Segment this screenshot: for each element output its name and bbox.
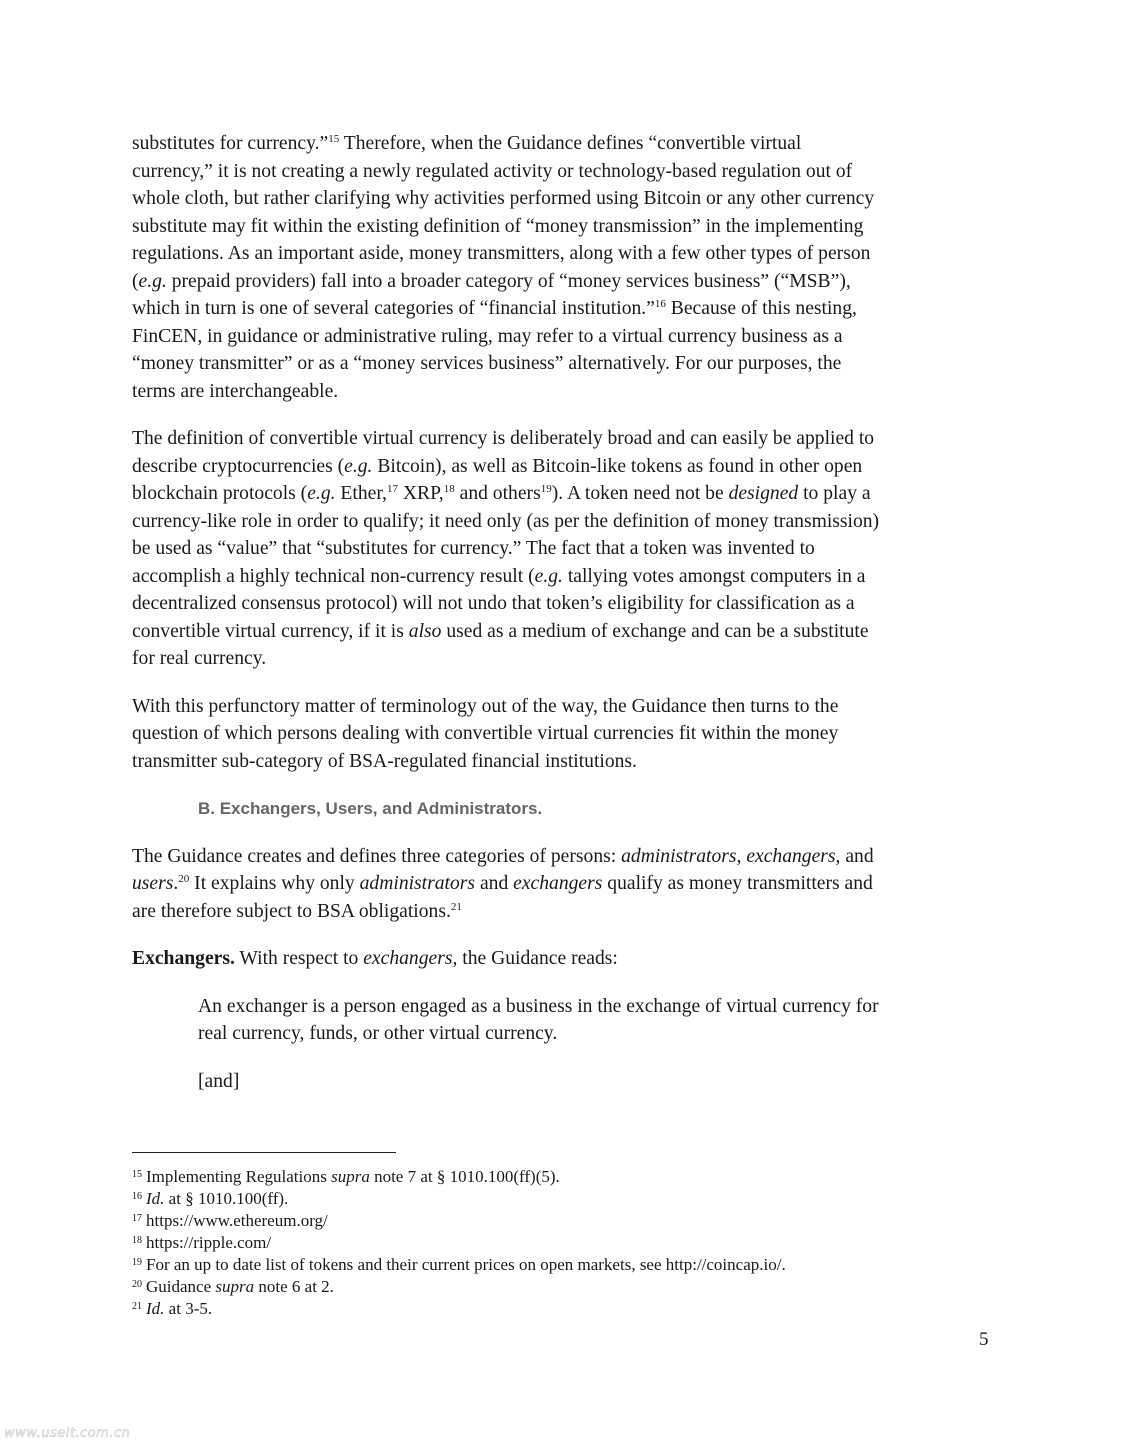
text-line <box>132 1298 786 1320</box>
text-line <box>132 378 1002 406</box>
text-run: substitute may fit within the existing definition of “money transmission” in the implementing <box>132 215 864 237</box>
text-run: whole cloth, but rather clarifying why activities performed using Bitcoin or any other currency <box>132 188 875 209</box>
section-heading: B. Exchangers, Users, and Administrators. <box>198 799 543 818</box>
text-run: regulations. As an important aside, money transmitters, along with a few other types of person <box>132 243 871 264</box>
text-line <box>132 720 1002 748</box>
paragraph <box>132 425 1002 673</box>
text-run: Implementing Regulations <box>146 1167 332 1186</box>
text-run: used as a medium of exchange and can be a substitute <box>441 620 869 642</box>
footnote <box>132 1232 786 1254</box>
paragraph <box>132 843 1002 926</box>
footnote-ref: 16 <box>132 1191 142 1202</box>
text-run: real currency, funds, or other virtual currency. <box>198 1023 558 1044</box>
text-run: Bitcoin), as well as Bitcoin-like tokens as found in other open <box>372 455 863 477</box>
italic-text: e.g. <box>138 270 167 292</box>
text-line <box>132 350 1002 378</box>
text-line <box>132 590 1002 618</box>
italic-text: exchangers <box>513 873 603 894</box>
text-line <box>132 1276 786 1298</box>
text-run: convertible virtual currency, if it is <box>132 620 409 642</box>
document-body <box>132 130 1002 1115</box>
text-line <box>132 213 1002 241</box>
footnote-ref: 18 <box>132 1235 142 1246</box>
footnote <box>132 1166 786 1188</box>
text-line <box>132 563 1002 591</box>
text-line <box>132 453 1002 481</box>
text-line <box>132 185 1002 213</box>
paragraph <box>132 945 1002 973</box>
text-run: With respect to <box>234 948 364 969</box>
text-run: and <box>475 873 514 894</box>
text-line <box>132 870 1002 898</box>
footnote <box>132 1276 786 1298</box>
paragraph <box>132 130 1002 405</box>
text-line <box>132 945 1002 973</box>
text-run: https://ripple.com/ <box>146 1233 272 1252</box>
text-line <box>132 535 1002 563</box>
italic-text: users <box>132 873 174 894</box>
footnote-ref: 19 <box>132 1257 142 1268</box>
text-run: The Guidance creates and defines three categories of persons: <box>132 845 622 867</box>
italic-text: supra <box>331 1167 370 1186</box>
text-run: , and <box>835 845 874 867</box>
footnote-ref: 17 <box>132 1213 142 1224</box>
text-run: at § 1010.100(ff). <box>164 1189 289 1208</box>
footnote <box>132 1254 786 1276</box>
text-run: question of which persons dealing with convertible virtual currencies fit within the money <box>132 723 839 744</box>
text-run: be used as “value” that “substitutes for currency.” The fact that a token was invented to <box>132 538 815 559</box>
paragraph <box>132 693 1002 776</box>
text-line <box>132 323 1002 351</box>
footnote-ref: 21 <box>132 1301 142 1312</box>
text-run: ). A token need not be <box>551 483 729 504</box>
text-run: An exchanger is a person engaged as a business in the exchange of virtual currency for <box>198 995 879 1017</box>
footnote <box>132 1210 786 1232</box>
text-line <box>132 898 1002 926</box>
italic-text: administrators <box>359 873 476 894</box>
text-line <box>198 1068 1002 1096</box>
text-run: tallying votes amongst computers in a <box>562 565 866 587</box>
italic-text: designed <box>728 483 799 504</box>
text-run: https://www.ethereum.org/ <box>146 1211 328 1230</box>
italic-text: administrators <box>621 845 737 867</box>
italic-text: Id. <box>146 1189 165 1208</box>
text-run: , <box>736 845 747 867</box>
footnote-ref: 19 <box>540 483 552 495</box>
italic-text: e.g. <box>344 455 373 477</box>
italic-text: also <box>408 620 442 642</box>
footnote <box>132 1188 786 1210</box>
text-run: and others <box>454 483 541 504</box>
text-run: for real currency. <box>132 648 267 669</box>
text-run: Because of this nesting, <box>665 298 857 319</box>
text-run: are therefore subject to BSA obligations. <box>132 900 451 922</box>
text-run: accomplish a highly technical non-currency result ( <box>132 565 535 587</box>
italic-text: exchangers <box>363 948 453 969</box>
block-quote <box>198 993 1002 1048</box>
footnote <box>132 1298 786 1320</box>
text-line <box>132 1210 786 1232</box>
text-run: Guidance <box>146 1277 216 1296</box>
text-line <box>132 240 1002 268</box>
text-run: note 6 at 2. <box>254 1277 334 1296</box>
footnote-separator <box>132 1152 396 1153</box>
text-line <box>132 268 1002 296</box>
text-run: substitutes for currency.” <box>132 133 329 154</box>
text-run: prepaid providers) fall into a broader category of “money services business” (“MSB”), <box>166 270 851 292</box>
text-line <box>132 1166 786 1188</box>
text-run: . <box>173 873 179 894</box>
text-line <box>132 843 1002 871</box>
text-line <box>132 508 1002 536</box>
text-line <box>198 993 1002 1021</box>
text-run: qualify as money transmitters and <box>602 873 873 894</box>
text-line <box>132 130 1002 158</box>
footnote-ref: 21 <box>450 900 462 913</box>
text-run: [and] <box>198 1070 240 1092</box>
text-run: blockchain protocols ( <box>132 483 308 504</box>
italic-text: e.g. <box>534 565 563 587</box>
text-line <box>132 295 1002 323</box>
watermark: www.uselt.com.cn <box>4 1426 131 1441</box>
text-line <box>198 1020 1002 1048</box>
text-run: note 7 at § 1010.100(ff)(5). <box>369 1167 560 1186</box>
text-line <box>132 425 1002 453</box>
text-line <box>132 645 1002 673</box>
text-run: ( <box>132 270 139 292</box>
text-line <box>132 618 1002 646</box>
text-run: which in turn is one of several categories of “financial institution.” <box>132 298 655 319</box>
text-run: terms are interchangeable. <box>132 380 339 402</box>
text-run: With this perfunctory matter of terminology out of the way, the Guidance then turns to the <box>132 695 839 717</box>
italic-text: e.g. <box>307 483 336 504</box>
italic-text: supra <box>215 1277 255 1296</box>
footnote-ref: 16 <box>654 298 666 310</box>
footnote-ref: 18 <box>443 483 455 495</box>
text-run: FinCEN, in guidance or administrative ruling, may refer to a virtual currency business as a <box>132 325 843 347</box>
text-run: It explains why only <box>189 873 360 894</box>
text-line <box>132 1232 786 1254</box>
text-line <box>132 480 1002 508</box>
footnote-ref: 15 <box>132 1169 142 1180</box>
text-run: to play a <box>798 483 871 504</box>
text-run: Therefore, when the Guidance defines “convertible virtual <box>339 133 802 154</box>
bold-text: Exchangers. <box>132 948 235 969</box>
text-run: currency-like role in order to qualify; it need only (as per the definition of money transmission) <box>132 510 880 532</box>
text-run: decentralized consensus protocol) will not undo that token’s eligibility for classification as a <box>132 593 855 614</box>
text-run: “money transmitter” or as a “money services business” alternatively. For our purposes, the <box>132 353 842 374</box>
text-run: For an up to date list of tokens and their current prices on open markets, see http://coincap.io/. <box>146 1255 786 1274</box>
footnote-ref: 15 <box>328 133 340 145</box>
italic-text: exchangers <box>746 845 836 867</box>
text-run: XRP, <box>397 483 444 504</box>
footnote-ref: 17 <box>386 483 398 495</box>
text-run: describe cryptocurrencies ( <box>132 455 345 477</box>
text-run: at 3-5. <box>164 1299 213 1318</box>
page-number: 5 <box>979 1329 989 1350</box>
text-line <box>132 158 1002 186</box>
text-run: , the Guidance reads: <box>452 948 618 969</box>
footnote-ref: 20 <box>178 873 190 885</box>
text-run: The definition of convertible virtual currency is deliberately broad and can easily be applied to <box>132 428 875 449</box>
footnotes <box>132 1166 786 1320</box>
text-line <box>132 1254 786 1276</box>
text-line <box>132 748 1002 776</box>
italic-text: Id. <box>146 1299 165 1318</box>
text-line <box>132 1188 786 1210</box>
footnote-ref: 20 <box>132 1279 142 1290</box>
text-run: Ether, <box>335 483 387 504</box>
text-run: transmitter sub-category of BSA-regulated financial institutions. <box>132 750 637 772</box>
text-line <box>132 693 1002 721</box>
text-run: currency,” it is not creating a newly regulated activity or technology-based regulation out of <box>132 160 853 182</box>
block-quote <box>198 1068 1002 1096</box>
